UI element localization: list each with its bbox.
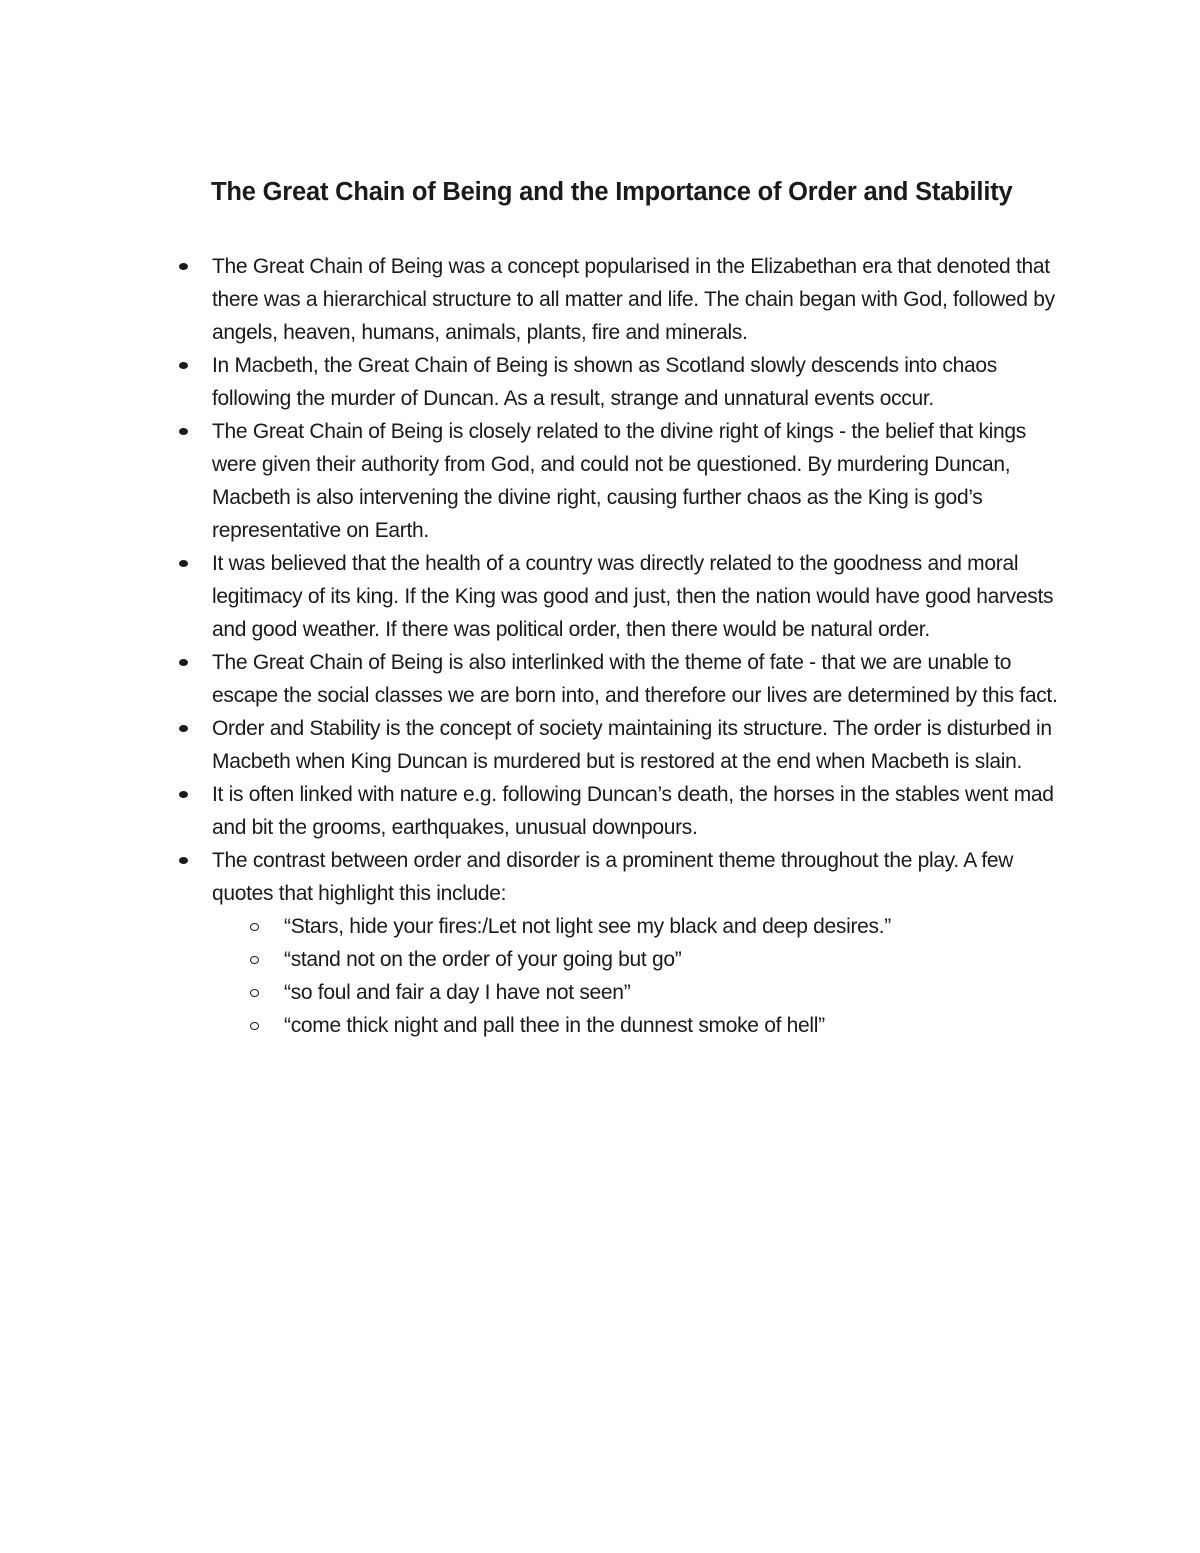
bullet-item xyxy=(0,250,1060,349)
circle-bullet-icon xyxy=(250,989,259,997)
bullet-text: In Macbeth, the Great Chain of Being is shown as Scotland slowly descends into chaos following the murder of Duncan. As a result, strange and unnatural events occur. xyxy=(212,354,997,410)
quote-item xyxy=(212,943,1060,976)
bullet-dot-icon xyxy=(179,263,188,270)
quote-text: “Stars, hide your fires:/Let not light see my black and deep desires.” xyxy=(284,915,891,938)
document-title: The Great Chain of Being and the Importance of Order and Stability xyxy=(211,178,1013,206)
bullet-list xyxy=(0,250,1200,1042)
bullet-text: It is often linked with nature e.g. following Duncan’s death, the horses in the stables went mad and bit the grooms, earthquakes, unusual downpours. xyxy=(212,783,1054,839)
quote-text: “so foul and fair a day I have not seen” xyxy=(284,981,631,1004)
bullet-dot-icon xyxy=(179,857,188,864)
bullet-dot-icon xyxy=(179,659,188,666)
bullet-text: The contrast between order and disorder is a prominent theme throughout the play. A few quotes that highlight this include: xyxy=(212,849,1014,905)
bullet-item xyxy=(0,778,1060,844)
quote-text: “come thick night and pall thee in the dunnest smoke of hell” xyxy=(284,1014,825,1037)
bullet-item xyxy=(0,844,1060,1042)
quote-item xyxy=(212,910,1060,943)
bullet-text: The Great Chain of Being was a concept popularised in the Elizabethan era that denoted that there was a hierarchical structure to all matter and life. The chain began with God, followed by angels, heaven, humans, animals, plants, fire and minerals. xyxy=(212,255,1055,344)
bullet-dot-icon xyxy=(179,725,188,732)
circle-bullet-icon xyxy=(250,1022,259,1030)
circle-bullet-icon xyxy=(250,956,259,964)
bullet-item xyxy=(0,646,1060,712)
bullet-dot-icon xyxy=(179,362,188,369)
quote-list xyxy=(212,910,1060,1042)
bullet-item xyxy=(0,712,1060,778)
bullet-item xyxy=(0,349,1060,415)
bullet-item xyxy=(0,547,1060,646)
bullet-text: Order and Stability is the concept of society maintaining its structure. The order is disturbed in Macbeth when King Duncan is murdered but is restored at the end when Macbeth is slain. xyxy=(212,717,1052,773)
bullet-text: It was believed that the health of a country was directly related to the goodness and moral legitimacy of its king. If the King was good and just, then the nation would have good harvests and good weather. If there was political order, then there would be natural order. xyxy=(212,552,1054,641)
quote-item xyxy=(212,976,1060,1009)
bullet-dot-icon xyxy=(179,560,188,567)
quote-item xyxy=(212,1009,1060,1042)
bullet-text: The Great Chain of Being is also interlinked with the theme of fate - that we are unable to escape the social classes we are born into, and therefore our lives are determined by this fact. xyxy=(212,651,1058,707)
bullet-dot-icon xyxy=(179,791,188,798)
bullet-item xyxy=(0,415,1060,547)
bullet-dot-icon xyxy=(179,428,188,435)
circle-bullet-icon xyxy=(250,923,259,931)
quote-text: “stand not on the order of your going but go” xyxy=(284,948,682,971)
bullet-text: The Great Chain of Being is closely related to the divine right of kings - the belief that kings were given their authority from God, and could not be questioned. By murdering Duncan, Macbeth is also intervening the divine right, causing further chaos as the King is god’s representative on Earth. xyxy=(212,420,1026,542)
